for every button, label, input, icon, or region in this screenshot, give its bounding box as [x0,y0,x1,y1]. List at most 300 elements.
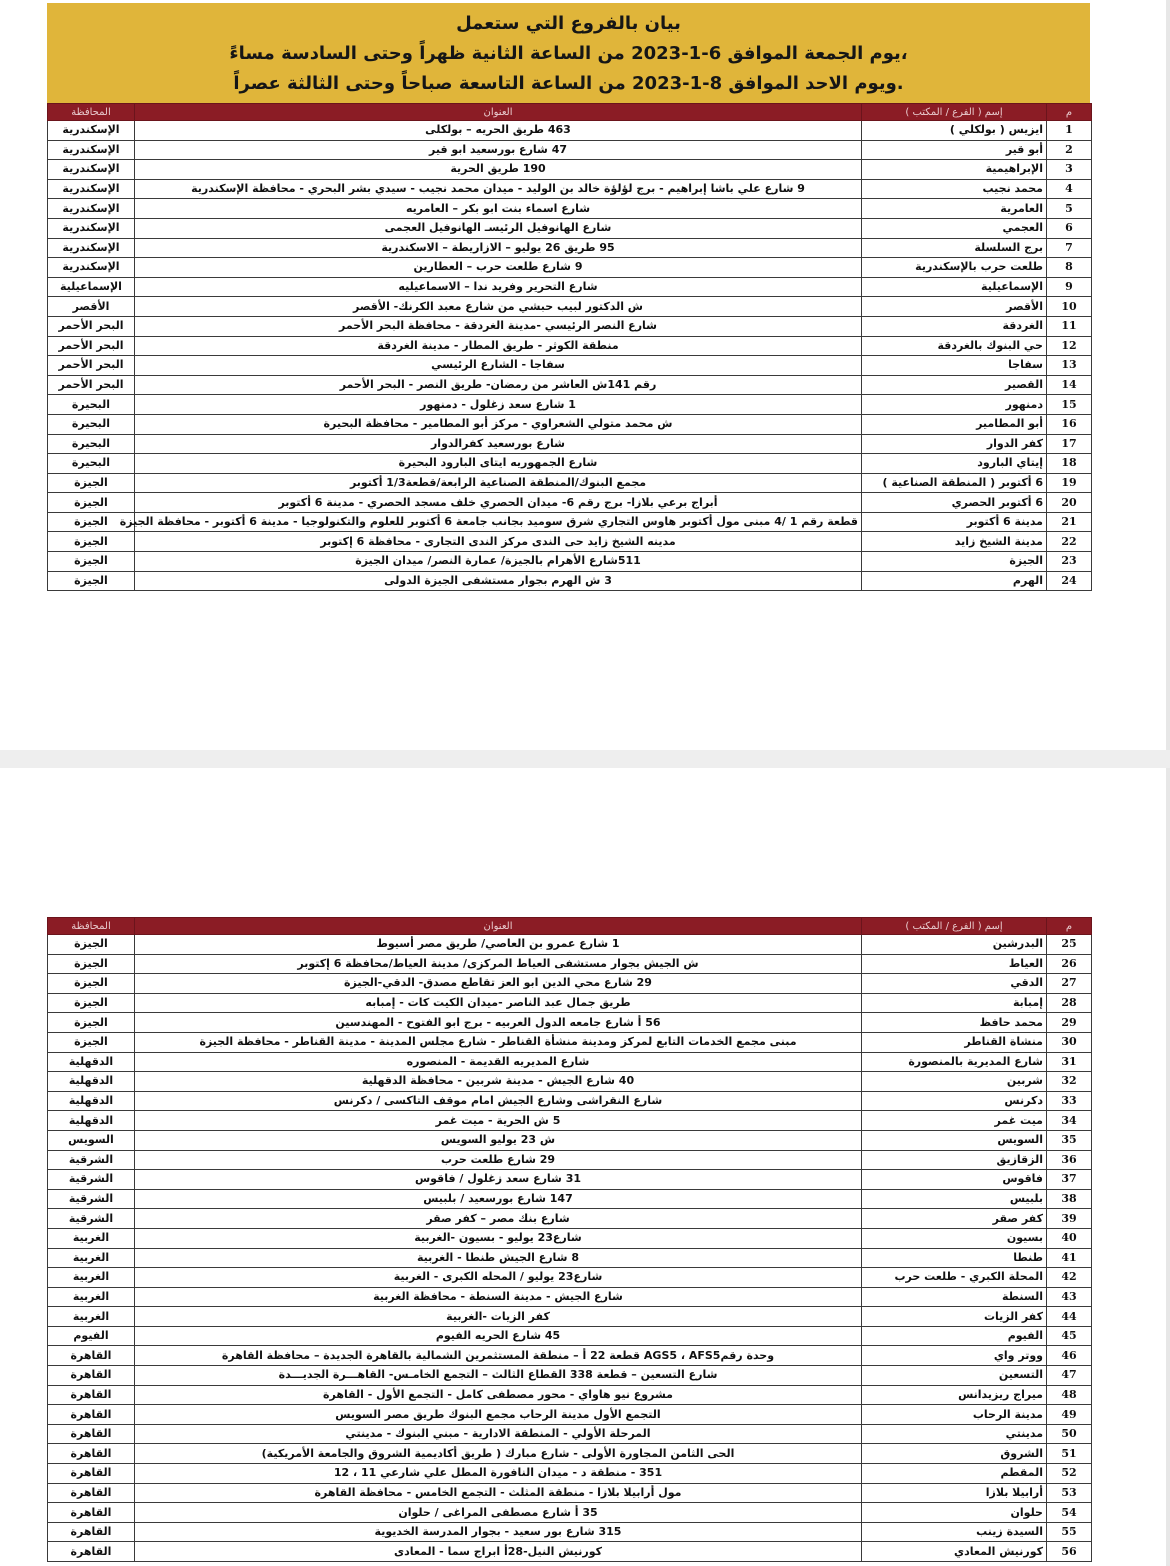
address-cell: الحى الثامن المجاورة الأولى - شارع مبارك ( طريق أكاديمية الشروق والجامعة الأمريكية) [135,1444,862,1464]
table-row [48,552,1092,572]
address-cell: 56 أ شارع جامعه الدول العربيه - برج ابو الفتوح - المهندسين [135,1013,862,1033]
address-cell: 8 شارع الجيش طنطا - الغربية [135,1248,862,1268]
address-cell: قطعة رقم 1 /4 مبنى مول أكتوبر هاوس التجاري شرق سوميد بجانب جامعة 6 أكتوبر للعلوم والتكنولوجيا - مدينة 6 أكتوبر - محافظة الجيزة [135,512,862,532]
address-cell: وحدة رقمAGS5 ، AFS5 قطعة 22 أ – منطقة المستثمرين الشمالية بالقاهرة الجديدة – محافظة القاهرة [135,1346,862,1366]
branch-name-cell: المحلة الكبري - طلعت حرب [862,1268,1047,1288]
branch-name-cell: الفيوم [862,1326,1047,1346]
table-row [48,1522,1092,1542]
address-cell: ش الدكتور لبيب حبشي من شارع معبد الكرنك- الأقصر [135,297,862,317]
table-row [48,140,1092,160]
governorate-cell: الأقصر [48,297,135,317]
table-row [48,1346,1092,1366]
title-line-3: ويوم الاحد الموافق 8-1-2023 من الساعة التاسعة صباحاً وحتى الثالثة عصراً. [233,73,904,94]
row-number: 2 [1047,140,1092,160]
address-cell: 9 شارع طلعت حرب – العطارين [135,258,862,278]
governorate-cell: السويس [48,1130,135,1150]
address-cell: مدينه الشيخ زايد حى الندى مركز الندى التجارى - محافظة 6 إكتوبر [135,532,862,552]
governorate-cell: الجيزة [48,532,135,552]
branch-name-cell: الهرم [862,571,1047,591]
governorate-cell: الإسكندرية [48,140,135,160]
address-cell: مشروع نيو هاواي - محور مصطفى كامل - التجمع الأول - القاهرة [135,1385,862,1405]
governorate-cell: الشرقية [48,1189,135,1209]
governorate-cell: الجيزة [48,935,135,955]
address-cell: 190 طريق الحرية [135,160,862,180]
table-row [48,179,1092,199]
table-row [48,993,1092,1013]
branch-name-cell: بسيون [862,1228,1047,1248]
table-row [48,1405,1092,1425]
row-number: 27 [1047,974,1092,994]
governorate-cell: البحر الأحمر [48,316,135,336]
table-row [48,935,1092,955]
governorate-cell: البحيرة [48,454,135,474]
row-number: 39 [1047,1209,1092,1229]
row-number: 55 [1047,1522,1092,1542]
address-cell: أبراج برعي بلازا- برج رقم 6- ميدان الحصري خلف مسجد الحصري - مدينة 6 أكتوبر [135,493,862,513]
governorate-cell: الدقهلية [48,1052,135,1072]
governorate-cell: الجيزة [48,954,135,974]
governorate-cell: الجيزة [48,974,135,994]
branch-name-cell: طلعت حرب بالإسكندرية [862,258,1047,278]
branch-name-cell: كفر الدوار [862,434,1047,454]
governorate-cell: الدقهلية [48,1091,135,1111]
address-cell: 1 شارع عمرو بن العاصي/ طريق مصر أسيوط [135,935,862,955]
table-row [48,1268,1092,1288]
governorate-cell: القاهرة [48,1346,135,1366]
governorate-cell: القاهرة [48,1366,135,1386]
header-governorate: المحافظة [48,104,135,121]
row-number: 44 [1047,1307,1092,1327]
header-address: العنوان [135,104,862,121]
table-row [48,571,1092,591]
row-number: 10 [1047,297,1092,317]
governorate-cell: البحر الأحمر [48,375,135,395]
branch-name-cell: شارع المديرية بالمنصورة [862,1052,1047,1072]
branch-name-cell: ميت غمر [862,1111,1047,1131]
table-row [48,493,1092,513]
table-header-row [48,104,1092,121]
branch-name-cell: كفر صقر [862,1209,1047,1229]
table-row [48,395,1092,415]
row-number: 3 [1047,160,1092,180]
address-cell: 47 شارع بورسعيد ابو قير [135,140,862,160]
governorate-cell: القاهرة [48,1405,135,1425]
table-row [48,1464,1092,1484]
governorate-cell: الدقهلية [48,1111,135,1131]
header-num: م [1047,104,1092,121]
row-number: 28 [1047,993,1092,1013]
address-cell: 29 شارع محي الدين ابو العز تقاطع مصدق- الدقي-الجيزة [135,974,862,994]
row-number: 34 [1047,1111,1092,1131]
table-row [48,1013,1092,1033]
address-cell: شارع بنك مصر – كفر صقر [135,1209,862,1229]
branch-name-cell: إيتاي البارود [862,454,1047,474]
branch-name-cell: فاقوس [862,1170,1047,1190]
address-cell: ش الجيش بجوار مستشفى العياط المركزى/ مدينة العياط/محافظة 6 إكتوبر [135,954,862,974]
table-row [48,532,1092,552]
page-separator [0,750,1170,768]
row-number: 48 [1047,1385,1092,1405]
governorate-cell: القاهرة [48,1542,135,1562]
document-page-1 [0,0,1170,750]
table-row [48,1307,1092,1327]
title-banner [47,3,1090,103]
governorate-cell: الشرقية [48,1150,135,1170]
address-cell: شارع التحرير وفريد ندا – الاسماعيليه [135,277,862,297]
governorate-cell: البحيرة [48,395,135,415]
address-cell: مول أرابيلا بلازا - منطقة المثلث - التجمع الخامس - محافظة القاهرة [135,1483,862,1503]
table-row [48,1542,1092,1562]
row-number: 19 [1047,473,1092,493]
governorate-cell: القاهرة [48,1424,135,1444]
address-cell: كفر الزيات -الغربية [135,1307,862,1327]
address-cell: 3 ش الهرم بجوار مستشفى الجيزة الدولى [135,571,862,591]
branch-name-cell: أبو المطامير [862,414,1047,434]
branch-name-cell: ايزيس ( بولكلي ) [862,121,1047,141]
address-cell: كورنيش النيل-28أ ابراج سما - المعادى [135,1542,862,1562]
row-number: 37 [1047,1170,1092,1190]
table-row [48,277,1092,297]
governorate-cell: الدقهلية [48,1072,135,1092]
header-num: م [1047,918,1092,935]
branch-name-cell: المقطم [862,1464,1047,1484]
address-cell: ش 23 يوليو السويس [135,1130,862,1150]
governorate-cell: الغربية [48,1228,135,1248]
header-branch: إسم ( الفرع / المكتب ) [862,918,1047,935]
governorate-cell: القاهرة [48,1444,135,1464]
header-branch: إسم ( الفرع / المكتب ) [862,104,1047,121]
table-row [48,434,1092,454]
address-cell: 35 أ شارع مصطفى المراغى / حلوان [135,1503,862,1523]
address-cell: منطقة الكوثر - طريق المطار - مدينة الغردقة [135,336,862,356]
row-number: 23 [1047,552,1092,572]
page-edge [1166,0,1170,750]
address-cell: التجمع الأول مدينة الرحاب مجمع البنوك طريق مصر السويس [135,1405,862,1425]
row-number: 33 [1047,1091,1092,1111]
table-header-row [48,918,1092,935]
address-cell: سفاجا - الشارع الرئيسي [135,356,862,376]
table-row [48,375,1092,395]
branch-name-cell: برج السلسلة [862,238,1047,258]
table-row [48,1052,1092,1072]
governorate-cell: الجيزة [48,473,135,493]
address-cell: رقم 141ش العاشر من رمضان- طريق النصر - البحر الأحمر [135,375,862,395]
address-cell: طريق جمال عبد الناصر -ميدان الكيت كات - إمبابه [135,993,862,1013]
table-row [48,121,1092,141]
address-cell: 1 شارع سعد زغلول - دمنهور [135,395,862,415]
row-number: 40 [1047,1228,1092,1248]
table-row [48,1228,1092,1248]
table-row [48,1170,1092,1190]
row-number: 1 [1047,121,1092,141]
table-row [48,1091,1092,1111]
branch-name-cell: الغردقة [862,316,1047,336]
branch-name-cell: التسعين [862,1366,1047,1386]
branch-name-cell: الزقازيق [862,1150,1047,1170]
governorate-cell: القاهرة [48,1483,135,1503]
branch-name-cell: 6 أكتوبر الحصري [862,493,1047,513]
table-row [48,1326,1092,1346]
row-number: 16 [1047,414,1092,434]
address-cell: مجمع البنوك/المنطقة الصناعية الرابعة/قطعة1/3 أكتوبر [135,473,862,493]
branch-name-cell: طنطا [862,1248,1047,1268]
branch-name-cell: السنطة [862,1287,1047,1307]
branch-name-cell: إمبابة [862,993,1047,1013]
title-line-1: بيان بالفروع التي ستعمل [456,13,681,34]
table-row [48,512,1092,532]
table-row [48,336,1092,356]
branch-name-cell: دكرنس [862,1091,1047,1111]
governorate-cell: القاهرة [48,1385,135,1405]
row-number: 26 [1047,954,1092,974]
row-number: 17 [1047,434,1092,454]
branches-table-2 [47,917,1092,1562]
table-row [48,454,1092,474]
branch-name-cell: 6 أكتوبر ( المنطقة الصناعية ) [862,473,1047,493]
table-row [48,1366,1092,1386]
row-number: 14 [1047,375,1092,395]
row-number: 53 [1047,1483,1092,1503]
row-number: 8 [1047,258,1092,278]
governorate-cell: البحيرة [48,434,135,454]
address-cell: 31 شارع سعد زغلول / فاقوس [135,1170,862,1190]
address-cell: شارع المديريه القديمة - المنصوره [135,1052,862,1072]
address-cell: شارع النقراشى وشارع الجيش امام موقف التاكسى / دكرنس [135,1091,862,1111]
table-row [48,1444,1092,1464]
branch-name-cell: مدينة الشيخ زايد [862,532,1047,552]
row-number: 18 [1047,454,1092,474]
table-row [48,316,1092,336]
governorate-cell: القاهرة [48,1503,135,1523]
address-cell: 29 شارع طلعت حرب [135,1150,862,1170]
address-cell: ش محمد متولي الشعراوي - مركز أبو المطامير - محافظة البحيرة [135,414,862,434]
table-body-1 [48,121,1092,591]
branch-name-cell: البدرشين [862,935,1047,955]
branch-name-cell: مدينة 6 أكتوبر [862,512,1047,532]
table-row [48,1032,1092,1052]
header-address: العنوان [135,918,862,935]
address-cell: 463 طريق الحريه – بولكلى [135,121,862,141]
table-row [48,297,1092,317]
governorate-cell: الجيزة [48,1032,135,1052]
branch-name-cell: الإبراهيمية [862,160,1047,180]
row-number: 9 [1047,277,1092,297]
table-row [48,218,1092,238]
row-number: 38 [1047,1189,1092,1209]
governorate-cell: الإسكندرية [48,121,135,141]
branch-name-cell: العامرية [862,199,1047,219]
table-row [48,1072,1092,1092]
governorate-cell: الجيزة [48,993,135,1013]
table-row [48,238,1092,258]
branch-name-cell: أبو قير [862,140,1047,160]
row-number: 52 [1047,1464,1092,1484]
address-cell: شارع النصر الرئيسي -مدينة الغردقة - محافظة البحر الأحمر [135,316,862,336]
branch-name-cell: مدينتي [862,1424,1047,1444]
address-cell: شارع بورسعيد كفرالدوار [135,434,862,454]
row-number: 13 [1047,356,1092,376]
row-number: 29 [1047,1013,1092,1033]
page-edge [1166,768,1170,1566]
governorate-cell: الجيزة [48,493,135,513]
branch-name-cell: الشروق [862,1444,1047,1464]
address-cell: شارع الجيش - مدينة السنطة - محافظة الغربية [135,1287,862,1307]
branch-name-cell: السيدة زينب [862,1522,1047,1542]
governorate-cell: البحر الأحمر [48,336,135,356]
table-row [48,160,1092,180]
branch-name-cell: كفر الزيات [862,1307,1047,1327]
row-number: 56 [1047,1542,1092,1562]
table-row [48,473,1092,493]
table-row [48,356,1092,376]
address-cell: شارع الجمهوريه ايتاى البارود البحيرة [135,454,862,474]
row-number: 49 [1047,1405,1092,1425]
branch-name-cell: حلوان [862,1503,1047,1523]
governorate-cell: القاهرة [48,1522,135,1542]
branch-name-cell: مدينة الرحاب [862,1405,1047,1425]
table-row [48,1385,1092,1405]
branch-name-cell: ميراج ريزيدانس [862,1385,1047,1405]
address-cell: 147 شارع بورسعيد / بلبيس [135,1189,862,1209]
address-cell: 9 شارع علي باشا إبراهيم - برج لؤلؤة خالد بن الوليد - ميدان محمد نجيب - سيدي بشر البحري - محافظة الإسكندرية [135,179,862,199]
table-row [48,1130,1092,1150]
governorate-cell: الإسكندرية [48,179,135,199]
row-number: 22 [1047,532,1092,552]
governorate-cell: الإسكندرية [48,160,135,180]
table-row [48,1424,1092,1444]
title-line-2: يوم الجمعة الموافق 6-1-2023 من الساعة الثانية ظهراً وحتى السادسة مساءً، [229,43,908,64]
header-governorate: المحافظة [48,918,135,935]
table-row [48,199,1092,219]
governorate-cell: الجيزة [48,512,135,532]
row-number: 43 [1047,1287,1092,1307]
branch-name-cell: حي البنوك بالغردقة [862,336,1047,356]
address-cell: 315 شارع بور سعيد - بجوار المدرسة الخديوية [135,1522,862,1542]
address-cell: 45 شارع الحريه الفيوم [135,1326,862,1346]
governorate-cell: الإسماعيلية [48,277,135,297]
branch-name-cell: كورنيش المعادي [862,1542,1047,1562]
branches-table-1 [47,103,1092,591]
address-cell: شارع23 يوليو - بسيون -الغربية [135,1228,862,1248]
governorate-cell: القاهرة [48,1464,135,1484]
address-cell: مبنى مجمع الخدمات التابع لمركز ومدينة منشأة القناطر - شارع مجلس المدينة - مدينة القناطر - محافظة الجيزة [135,1032,862,1052]
branch-name-cell: أرابيلا بلازا [862,1483,1047,1503]
document-page-2 [0,768,1170,1566]
branch-name-cell: بلبيس [862,1189,1047,1209]
governorate-cell: الشرقية [48,1209,135,1229]
row-number: 25 [1047,935,1092,955]
branch-name-cell: شربين [862,1072,1047,1092]
row-number: 47 [1047,1366,1092,1386]
row-number: 6 [1047,218,1092,238]
row-number: 54 [1047,1503,1092,1523]
table-row [48,1111,1092,1131]
governorate-cell: الغربية [48,1307,135,1327]
branch-name-cell: محمد حافظ [862,1013,1047,1033]
row-number: 21 [1047,512,1092,532]
table-row [48,1189,1092,1209]
table-row [48,1287,1092,1307]
governorate-cell: البحيرة [48,414,135,434]
row-number: 12 [1047,336,1092,356]
governorate-cell: الغربية [48,1287,135,1307]
governorate-cell: البحر الأحمر [48,356,135,376]
address-cell: 95 طريق 26 يوليو – الازاريطة – الاسكندرية [135,238,862,258]
branch-name-cell: الدقي [862,974,1047,994]
table-row [48,414,1092,434]
table-row [48,974,1092,994]
address-cell: شارع الهانوفيل الرئيسـ الهانوفيل العجمى [135,218,862,238]
table-row [48,1503,1092,1523]
table-row [48,1248,1092,1268]
address-cell: 5 ش الحرية - ميت غمر [135,1111,862,1131]
row-number: 45 [1047,1326,1092,1346]
governorate-cell: الغربية [48,1268,135,1288]
row-number: 11 [1047,316,1092,336]
governorate-cell: الجيزة [48,571,135,591]
row-number: 36 [1047,1150,1092,1170]
row-number: 31 [1047,1052,1092,1072]
branch-name-cell: العياط [862,954,1047,974]
row-number: 42 [1047,1268,1092,1288]
row-number: 24 [1047,571,1092,591]
row-number: 20 [1047,493,1092,513]
branch-name-cell: الجيزة [862,552,1047,572]
table-row [48,954,1092,974]
branch-name-cell: العجمي [862,218,1047,238]
table-row [48,1209,1092,1229]
branch-name-cell: السويس [862,1130,1047,1150]
address-cell: شارع23 يوليو / المحله الكبرى - الغربية [135,1268,862,1288]
governorate-cell: الشرقية [48,1170,135,1190]
row-number: 30 [1047,1032,1092,1052]
governorate-cell: الجيزة [48,552,135,572]
table-row [48,1150,1092,1170]
row-number: 4 [1047,179,1092,199]
branch-name-cell: ووتر واي [862,1346,1047,1366]
governorate-cell: الجيزة [48,1013,135,1033]
governorate-cell: الإسكندرية [48,218,135,238]
row-number: 50 [1047,1424,1092,1444]
row-number: 32 [1047,1072,1092,1092]
table-row [48,1483,1092,1503]
branch-name-cell: محمد نجيب [862,179,1047,199]
address-cell: 351 - منطقة د - ميدان النافورة المطل علي شارعي 11 ، 12 [135,1464,862,1484]
address-cell: 511شارع الأهرام بالجيزة/ عمارة النصر/ ميدان الجيزة [135,552,862,572]
row-number: 46 [1047,1346,1092,1366]
row-number: 15 [1047,395,1092,415]
governorate-cell: الفيوم [48,1326,135,1346]
branch-name-cell: الإسماعيلية [862,277,1047,297]
row-number: 35 [1047,1130,1092,1150]
table-row [48,258,1092,278]
branch-name-cell: سفاجا [862,356,1047,376]
branch-name-cell: دمنهور [862,395,1047,415]
branch-name-cell: القصير [862,375,1047,395]
table-body-2 [48,935,1092,1562]
governorate-cell: الغربية [48,1248,135,1268]
address-cell: شارع اسماء بنت ابو بكر – العامريه [135,199,862,219]
governorate-cell: الإسكندرية [48,238,135,258]
branch-name-cell: منشاة القناطر [862,1032,1047,1052]
address-cell: شارع التسعين – قطعة 338 القطاع الثالث – التجمع الخامـس- القاهـــرة الجديـــدة [135,1366,862,1386]
address-cell: 40 شارع الجيش - مدينة شربين - محافظة الدقهلية [135,1072,862,1092]
governorate-cell: الإسكندرية [48,199,135,219]
row-number: 5 [1047,199,1092,219]
row-number: 41 [1047,1248,1092,1268]
governorate-cell: الإسكندرية [48,258,135,278]
branch-name-cell: الأقصر [862,297,1047,317]
